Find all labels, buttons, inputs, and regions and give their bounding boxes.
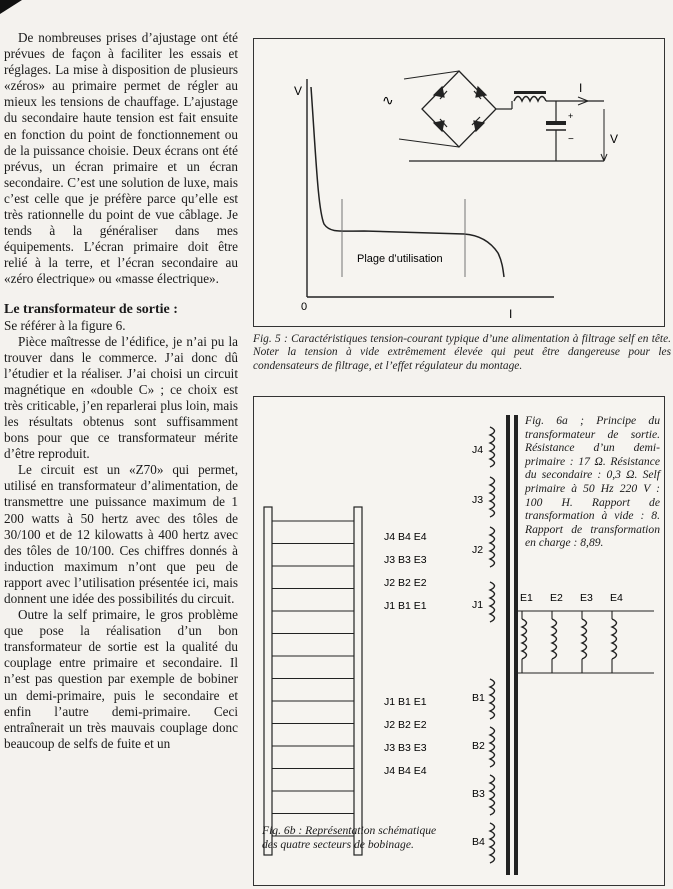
secondary-label: E4 xyxy=(610,592,623,604)
figure-5-graph xyxy=(254,39,664,326)
usage-zone-label: Plage d’utilisation xyxy=(357,253,443,265)
coil-label: J4 xyxy=(472,444,484,456)
article-column xyxy=(4,30,238,752)
winding-row-label: J3 B3 E3 xyxy=(384,742,427,754)
winding-row-label: J4 B4 E4 xyxy=(384,765,427,777)
secondary-coil-e4 xyxy=(612,619,617,659)
primary-coil-b3 xyxy=(490,775,495,815)
choke-inductor xyxy=(514,97,546,102)
winding-row-label: J2 B2 E2 xyxy=(384,577,427,589)
primary-coil-j4 xyxy=(490,427,495,467)
coil-label: B3 xyxy=(472,788,485,800)
figure-6a-caption: Fig. 6a ; Principe du transformateur de sortie. Résistance d’un demi-primaire : 17 Ω. Résistance du secondaire : 0,3 Ω. Self primaire à 50 Hz 220 V : 100 H. Rapport de transformation à vide : 8. Rapport de transformation en charge : 8,89. xyxy=(525,414,660,550)
secondary-label: E1 xyxy=(520,592,533,604)
winding-row-label: J4 B4 E4 xyxy=(384,531,427,543)
core-bar-left xyxy=(506,415,510,875)
graph-origin-label: 0 xyxy=(301,301,308,313)
figure-6b-caption: Fig. 6b : Représentation schématique des quatre secteurs de bobinage. xyxy=(262,824,437,851)
secondary-label: E3 xyxy=(580,592,593,604)
circuit-current-label: I xyxy=(579,81,583,95)
coil-label: B4 xyxy=(472,836,485,848)
paragraph-piece-maitresse: Pièce maîtresse de l’édifice, je n’ai pu la trouver dans le commerce. J’ai donc dû l’étudier et la réaliser. J’ai choisi un circuit magnétique en «double C» ; ce choix est très criticable, j’en reparlerai plus loin, mais les résultats obtenus sont suffisamment bons pour que ce transformateur mérite d’être reproduit. xyxy=(4,333,238,462)
ac-source-symbol: ∿ xyxy=(382,92,394,108)
capacitor-minus-label: − xyxy=(568,134,574,145)
section-heading: Le transformateur de sortie : xyxy=(4,301,178,317)
bobbin-ladder xyxy=(264,507,362,855)
paragraph-coupling: Outre la self primaire, le gros problème que pose la réalisation d’un bon transformateur de sortie est la qualité du couplage entre primaire et secondaire. Il n’est pas question par exemple de bobiner un demi-primaire, puis le secondaire et enfin l’autre demi-primaire. Ceci entraînerait un très mauvais couplage donc beaucoup de selfs de fuite et un xyxy=(4,607,238,751)
capacitor-plus-label: + xyxy=(568,111,574,121)
figure-reference: Se référer à la figure 6. xyxy=(4,317,126,333)
coil-label: J2 xyxy=(472,544,484,556)
paragraph-adjustment: De nombreuses prises d’ajustage ont été prévues de façon à faciliter les essais et réglages. La mise à disposition de plusieurs «zéros» au primaire permet de régler au mieux les tensions de chauffage. L’ajustage du secondaire haute tension est fait ensuite en fonction du point de fonctionnement ou de la puissance choisie. Deux écrans ont été prévus, un écran primaire et un écran secondaire. C’est une solution de luxe, mais c’est celle que je préfère parce qu’elle est très rationnelle du point de vue câblage. Je tends à la généraliser dans mes équipements. L’écran primaire doit être relié à la terre, et l’écran secondaire au «zéro électrique» ou «masse électrique». xyxy=(4,30,238,287)
filter-capacitor xyxy=(546,121,566,125)
bridge-diodes xyxy=(434,87,486,131)
coil-label: J3 xyxy=(472,494,484,506)
secondary-label: E2 xyxy=(550,592,563,604)
secondary-coil-e3 xyxy=(582,619,587,659)
primary-coil-b1 xyxy=(490,679,495,719)
primary-coil-j2 xyxy=(490,527,495,567)
coil-label: B2 xyxy=(472,740,485,752)
winding-row-label: J3 B3 E3 xyxy=(384,554,427,566)
voltage-current-curve xyxy=(311,87,504,277)
primary-coil-j1 xyxy=(490,582,495,622)
winding-row-label: J1 B1 E1 xyxy=(384,600,427,612)
winding-row-label: J2 B2 E2 xyxy=(384,719,427,731)
primary-coil-j3 xyxy=(490,477,495,517)
core-bar-right xyxy=(514,415,518,875)
primary-coil-b4 xyxy=(490,823,495,863)
secondary-coil-e2 xyxy=(552,619,557,659)
winding-row-label: J1 B1 E1 xyxy=(384,696,427,708)
coil-label: B1 xyxy=(472,692,485,704)
paragraph-circuit-z70: Le circuit est un «Z70» qui permet, utilisé en transformateur d’alimentation, de transmettre une puissance maximum de 1 200 watts à 50 hertz avec des tôles de 30/100 et de 12 kilowatts à 400 hertz avec des tôles de 10/100. Ces chiffres donnés à induction maximum n’ont que peu de rapport avec l’utilisation présentée ici, mais donnent une idée des possibilités du circuit. xyxy=(4,462,238,606)
circuit-voltage-label: V xyxy=(610,132,619,146)
page-corner-mark xyxy=(0,0,22,14)
figure-5-frame xyxy=(253,38,665,327)
primary-coil-b2 xyxy=(490,727,495,767)
figure-5-caption: Fig. 5 : Caractéristiques tension-courant typique d’une alimentation à filtrage self en tête. Noter la tension à vide extrêmement élevée qui peut être dangereuse pour les condensateurs de filtrage, et l’effet régulateur du montage. xyxy=(253,333,671,372)
graph-v-axis-label: V xyxy=(294,84,303,98)
secondary-coil-e1 xyxy=(522,619,527,659)
graph-i-axis-label: I xyxy=(509,307,513,321)
coil-label: J1 xyxy=(472,599,484,611)
